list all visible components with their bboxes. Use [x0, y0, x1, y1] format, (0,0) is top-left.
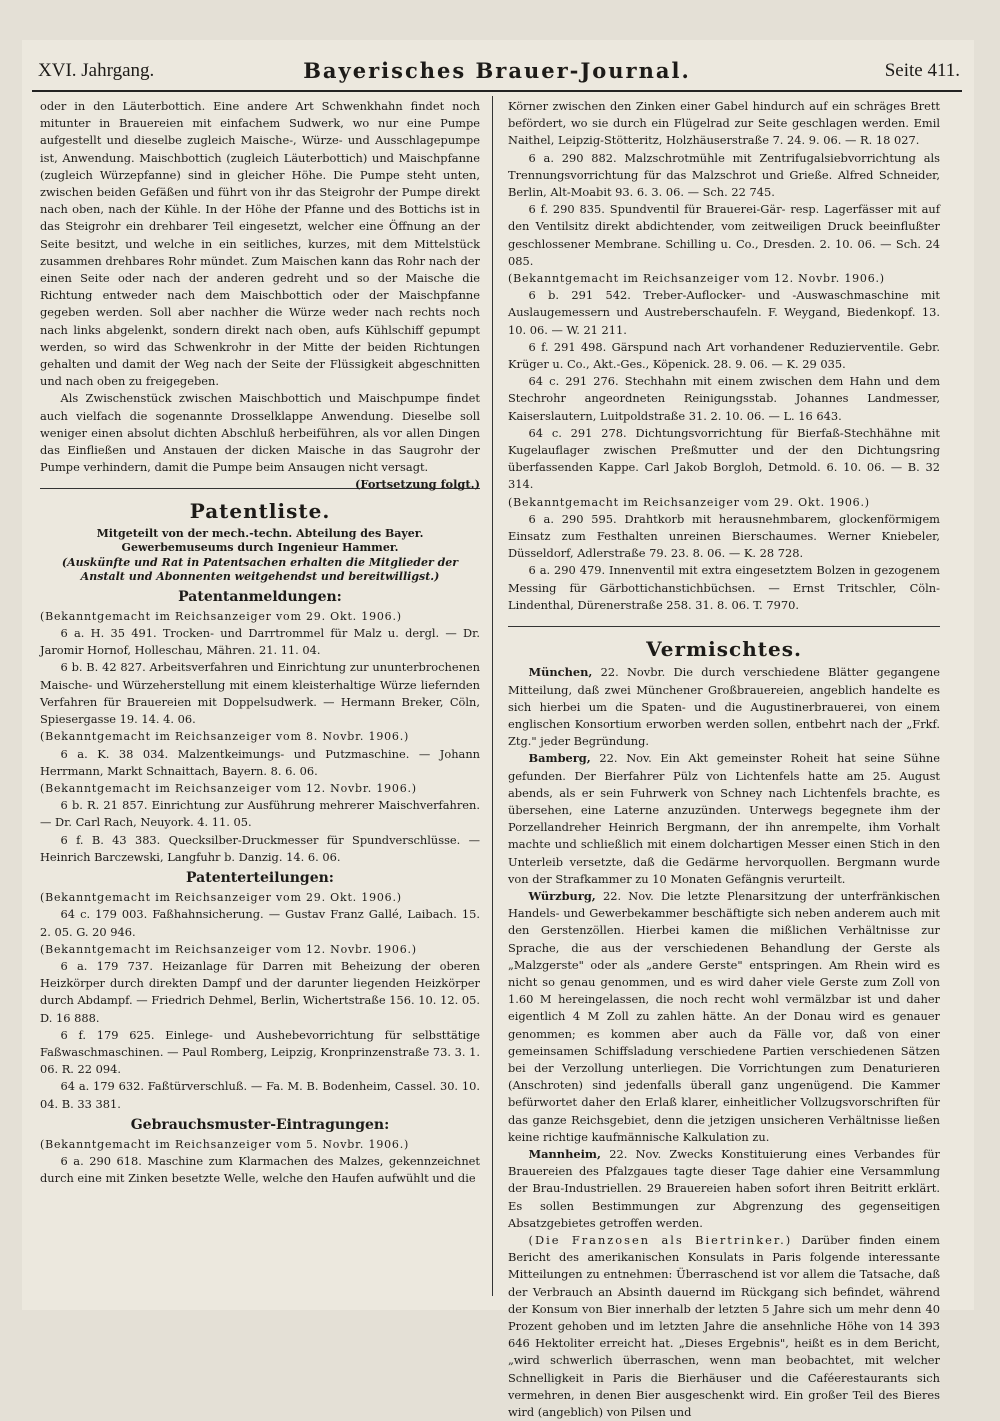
news-item — [508, 750, 940, 888]
patent-entry: 6 a. 290 479. Innenventil mit extra eingesetztem Bolzen in gezogenem Messing für Gärbottichanstichbüchsen. — Ernst Tritschler, Cöln-Lindenthal, Dürenerstraße 258. 31. 8. 06. T. 7970. — [508, 563, 940, 612]
patent-entry: Körner zwischen den Zinken einer Gabel hindurch auf ein schräges Brett befördert, wo sie durch ein Flügelrad zur Seite geschlagen werden. Emil Naithel, Leipzig-Stötteritz, Holzhäuserstraße 7. 24. 9. 06. — R. 18 027. — [508, 99, 940, 148]
credit-line: Mitgeteilt von der mech.-techn. Abteilung des Bayer. Gewerbemuseums durch Ingenieur Hammer. — [96, 526, 424, 555]
patent-entry: 64 c. 291 278. Dichtungsvorrichtung für Bierfaß-Stechhähne mit Kugelauflager zwischen Preßmutter und der den Dichtungsring überfassenden Kappe. Carl Jakob Borgloh, Detmold. 6. 10. 06. — B. 32 314. — [508, 425, 940, 492]
subheading-gebrauchsmuster: Gebrauchsmuster-Eintragungen: — [130, 1116, 390, 1133]
patent-entry: 6 a. 290 618. Maschine zum Klarmachen des Malzes, gekennzeichnet durch eine mit Zinken besetzte Welle, welche den Haufen aufwühlt und die — [40, 1154, 480, 1186]
patent-entry: 6 a. 290 595. Drahtkorb mit herausnehmbarem, glockenförmigem Einsatz zum Festhalten unreinen Bierschaumes. Werner Kniebeler, Düsseldorf, Adlerstraße 79. 23. 8. 06. — K. 28 728. — [508, 511, 940, 561]
column-divider — [492, 96, 493, 1296]
newspaper-page — [22, 40, 974, 1420]
patent-entry: 6 b. B. 42 827. Arbeitsverfahren und Einrichtung zur ununterbrochenen Maische- und Würzeherstellung mit einem kleisterhaltige Würze liefernden Verfahren für Brauereien mit Doppelsudwerk. — Hermann Breker, Cöln, Spiesergasse 19. 14. 4. 06. — [40, 660, 480, 727]
patent-entry: 6 a. 179 737. Heizanlage für Darren mit Beheizung der oberen Heizkörper durch direkten Dampf und der darunter liegenden Heizkörper durch Abdampf. — Friedrich Dehmel, Berlin, Wichertstraße 156. 10. 12. 05. D. 16 888. — [40, 958, 480, 1025]
patent-entry: 6 f. 291 498. Gärspund nach Art vorhandener Reduzierventile. Gebr. Krüger u. Co., Akt.-Ges., Köpenick. 28. 9. 06. — K. 29 035. — [508, 339, 940, 372]
notice-line: (Bekanntgemacht im Reichsanzeiger vom 12. Novbr. 1906.) — [40, 942, 417, 956]
news-item — [508, 1146, 940, 1232]
left-column — [40, 98, 480, 1188]
page-header — [32, 56, 962, 92]
right-column — [508, 98, 940, 1421]
notice-line: (Bekanntgemacht im Reichsanzeiger vom 12. Novbr. 1906.) — [40, 781, 417, 795]
patent-entry: 6 a. 290 882. Malzschrotmühle mit Zentrifugalsiebvorrichtung als Trennungsvorrichtung für das Malzschrot und Grieße. Alfred Schneider, Berlin, Alt-Moabit 93. 6. 3. 06. — Sch. 22 745. — [508, 150, 940, 200]
news-text: 22. Novbr. Die durch verschiedene Blätter gegangene Mitteilung, daß zwei Münchener Großbrauereien, angeblich handelte es sich hierbei um die Spaten- und die Augustinerbrauerei, von einem englischen Konsortium erworben werden sollen, entbehrt nach der „Frkf. Ztg." jeder Begründung. — [508, 665, 941, 749]
notice-line: (Bekanntgemacht im Reichsanzeiger vom 12. Novbr. 1906.) — [508, 272, 885, 286]
subheading-erteilungen: Patenterteilungen: — [186, 869, 334, 886]
news-text: 22. Nov. Zwecks Konstituierung eines Verbandes für Brauereien des Pfalzgaues tagte dieser Tage dahier eine Versammlung der Brau-Industriellen. 29 Brauereien haben sofort ihren Beitritt erklärt. Es sollen Bestimmungen zur Abgrenzung des gegenseitigen Absatzgebietes getroffen werden. — [508, 1146, 940, 1230]
patent-entry: 64 c. 291 276. Stechhahn mit einem zwischen dem Hahn und dem Stechrohr angeordneten Reinigungsstab. Johannes Landmesser, Kaiserslautern, Luitpoldstraße 31. 2. 10. 06. — L. 16 643. — [508, 374, 940, 423]
news-heading: (Die Franzosen als Biertrinker.) — [528, 1233, 793, 1247]
news-place: Mannheim, — [528, 1146, 601, 1161]
article-paragraph-text: Als Zwischenstück zwischen Maischbottich und Maischpumpe findet auch vielfach die sogenannte Drosselklappe Anwendung. Dieselbe soll weniger einen absolut dichten Abschluß herbeiführen, als vor allen Dingen das Einfließen und Anstauen der dicken Maische in das Saugrohr der Pumpe verhindern, damit die Pumpe beim Ansaugen nicht versagt. — [40, 391, 480, 475]
credit-note: (Auskünfte und Rat in Patentsachen erhalten die Mitglieder der Anstalt und Abonnenten weitgehendst und bereitwilligst.) — [61, 555, 459, 584]
notice-line: (Bekanntgemacht im Reichsanzeiger vom 29. Okt. 1906.) — [40, 609, 402, 623]
notice-line: (Bekanntgemacht im Reichsanzeiger vom 5. Novbr. 1906.) — [40, 1137, 410, 1151]
article-paragraph — [40, 390, 480, 492]
section-title-vermischtes: Vermischtes. — [646, 637, 802, 662]
continuation-note: (Fortsetzung folgt.) — [354, 477, 480, 492]
news-item — [508, 888, 940, 1146]
patent-entry: 6 b. R. 21 857. Einrichtung zur Ausführung mehrerer Maischverfahren. — Dr. Carl Rach, Neuyork. 4. 11. 05. — [40, 798, 480, 830]
news-text: 22. Nov. Ein Akt gemeinster Roheit hat seine Sühne gefunden. Der Bierfahrer Pülz von Lichtenfels hatte am 25. August abends, als er sein Fuhrwerk von Schney nach Lichtenfels brachte, es übersehen, eine Laterne anzuzünden. Unterwegs begegnete ihm der Porzellandreher Heinrich Bergmann, der ihn anrempelte, ihm Vorhalt machte und schließlich mit einem dolchartigen Messer einen Stich in den Unterleib versetzte, daß die Gedärme hervorquollen. Bergmann wurde von der Strafkammer zu 10 Monaten Gefängnis verurteilt. — [508, 751, 940, 886]
notice-line: (Bekanntgemacht im Reichsanzeiger vom 8. Novbr. 1906.) — [40, 730, 410, 744]
volume-label: XVI. Jahrgang. — [38, 60, 155, 81]
notice-line: (Bekanntgemacht im Reichsanzeiger vom 29. Okt. 1906.) — [508, 495, 870, 509]
news-text: 22. Nov. Die letzte Plenarsitzung der unterfränkischen Handels- und Gewerbekammer beschäftigte sich neben anderem auch mit den Gerstenzöllen. Hierbei kamen die mißlichen Verhältnisse zur Sprache, die aus der verschiedenen Behandlung der Gerste als „Malzgerste" oder als „andere Gerste" entspringen. Am Rhein wird es nicht so genau genommen, und es wird daher viele Gerste zum Zoll von 1.60 M hereingelassen, die noch recht wohl vermälzbar ist und daher eigentlich 4 M Zoll zu zahlen hätte. An der Donau wird es genauer genommen; es kommen aber auch da Fälle vor, daß von einer gemeinsamen Schiffsladung verschiedene Partien verschiedenen Sätzen bei der Verzollung unterliegen. Die Vorrichtungen zum Denaturieren (Anschroten) sind jedenfalls überall ganz ungenügend. Die Kammer befürwortet daher den Erlaß klarer, einheitlicher Vollzugsvorschriften für das ganze Reichsgebiet, denn die jetzigen unsicheren Verhältnisse ließen keine richtige kaufmännische Kalkulation zu. — [508, 888, 941, 1144]
subheading-anmeldungen: Patentanmeldungen: — [178, 588, 342, 605]
notice-line: (Bekanntgemacht im Reichsanzeiger vom 29. Okt. 1906.) — [40, 891, 402, 905]
news-place: Bamberg, — [528, 751, 591, 766]
page-number: Seite 411. — [884, 60, 960, 81]
news-place: Würzburg, — [528, 888, 596, 903]
news-item — [508, 664, 940, 750]
news-item — [508, 1232, 940, 1421]
article-paragraph: oder in den Läuterbottich. Eine andere Art Schwenkhahn findet noch mitunter in Brauereien mit einfachem Sudwerk, wo nur eine Pumpe aufgestellt und dieselbe zugleich Maische-, Würze- und Ausschlagepumpe ist, Anwendung. Maischbottich (zugleich Läuterbottich) und Maischpfanne (zugleich Würzepfanne) sind in gleicher Höhe. Die Pumpe steht unten, zwischen beiden Gefäßen und führt von ihr das Steigrohr der Pumpe direkt nach oben, nach der Kühle. In der Höhe der Pfanne und des Bottichs ist in das Steigrohr ein drehbarer Teil eingesetzt, welcher eine Öffnung an der Seite besitzt, und welche in ein seitliches, kurzes, mit dem Mittelstück zusammen drehbares Rohr mündet. Zum Maischen kann das Rohr nach der einen Seite oder nach der anderen gedreht und so der Maische die Richtung entweder nach dem Maischbottich oder der Maischpfanne gegeben werden. Soll aber nachher die Würze weder nach rechts noch nach links abgelenkt, sondern direkt nach oben, aufs Kühlschiff gepumpt werden, so wird das Schwenkrohr in der Mitte der beiden Richtungen gehalten und damit der Weg nach der Seite der Flüssigkeit abgeschnitten und nach oben zu freigegeben. — [40, 99, 480, 389]
patent-entry: 6 f. B. 43 383. Quecksilber-Druckmesser für Spundverschlüsse. — Heinrich Barczewski, Langfuhr b. Danzig. 14. 6. 06. — [40, 832, 480, 864]
patent-entry: 6 f. 179 625. Einlege- und Aushebevorrichtung für selbsttätige Faßwaschmaschinen. — Paul Romberg, Leipzig, Kronprinzenstraße 73. 3. 1. 06. R. 22 094. — [40, 1027, 480, 1077]
news-text: Darüber finden einem Bericht des amerikanischen Konsulats in Paris folgende interessante Mitteilungen zu entnehmen: Überraschend ist vor allem die Tatsache, daß der Verbrauch an Absinth dauernd im Rückgang sich befindet, während der Konsum von Bier innerhalb der letzten 5 Jahre sich um mehr denn 40 Prozent gehoben und im letzten Jahre die ansehnliche Höhe von 14 393 646 Hektoliter erreicht hat. „Dieses Ergebnis", heißt es in dem Bericht, „wird schwerlich überraschen, wenn man beobachtet, mit welcher Schnelligkeit in Paris die Bierhäuser und die Caféerestaurants sich vermehren, in denen Bier ausgeschenkt wird. Ein großer Teil des Bieres wird (angeblich) von Pilsen und — [508, 1233, 940, 1420]
news-place: München, — [528, 665, 593, 680]
patent-entry: 6 a. K. 38 034. Malzentkeimungs- und Putzmaschine. — Johann Herrmann, Markt Schnaittach, Bayern. 8. 6. 06. — [40, 746, 480, 778]
patent-entry: 6 a. H. 35 491. Trocken- und Darrtrommel für Malz u. dergl. — Dr. Jaromir Hornof, Holleschau, Mähren. 21. 11. 04. — [40, 626, 480, 658]
patent-entry: 64 a. 179 632. Faßtürverschluß. — Fa. M. B. Bodenheim, Cassel. 30. 10. 04. B. 33 381. — [40, 1079, 480, 1111]
section-title-patentliste: Patentliste. — [189, 499, 331, 524]
patent-entry: 6 b. 291 542. Treber-Auflocker- und -Auswaschmaschine mit Auslaugemessern und Austreberschaufeln. F. Weygand, Biedenkopf. 13. 10. 06. — W. 21 211. — [508, 288, 940, 337]
section-rule — [508, 626, 940, 627]
patent-entry: 6 f. 290 835. Spundventil für Brauerei-Gär- resp. Lagerfässer mit auf den Ventilsitz direkt abdichtender, vom zeitweiligen Druck beeinflußter geschlossener Membrane. Schilling u. Co., Dresden. 2. 10. 06. — Sch. 24 085. — [508, 202, 940, 268]
patent-entry: 64 c. 179 003. Faßhahnsicherung. — Gustav Franz Gallé, Laibach. 15. 2. 05. G. 20 946. — [40, 907, 480, 939]
journal-title: Bayerisches Brauer-Journal. — [303, 58, 691, 83]
